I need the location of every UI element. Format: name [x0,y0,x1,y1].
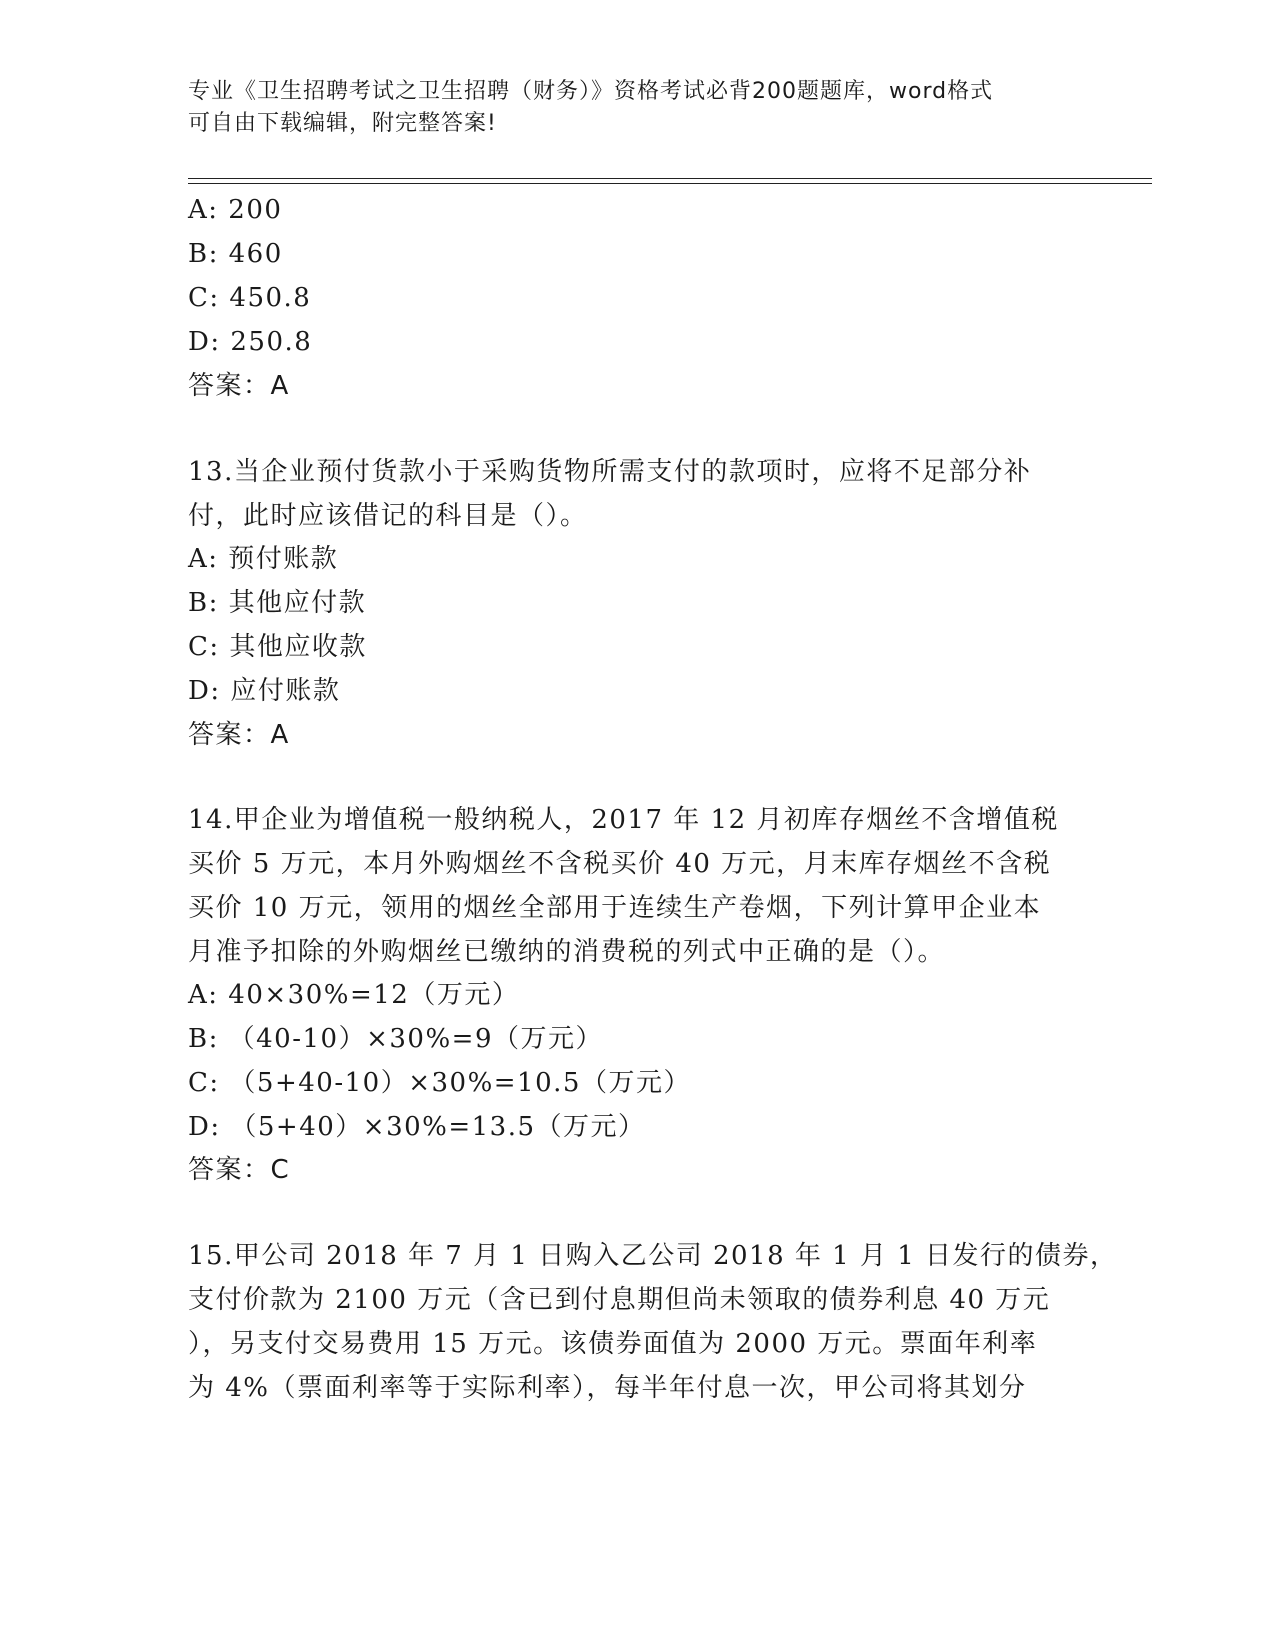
q12-answer: 答案：A [188,371,290,401]
q15-stem-line-3: ），另支付交易费用 15 万元。该债券面值为 2000 万元。票面年利率 [188,1329,1038,1359]
document-header [188,76,1088,140]
q14-option-d: D: （5+40）×30%=13.5（万元） [188,1112,646,1142]
q14-stem-line-1: 14.甲企业为增值税一般纳税人，2017 年 12 月初库存烟丝不含增值税 [188,805,1059,835]
q14-answer: 答案：C [188,1155,291,1185]
q13-option-c: C: 其他应收款 [188,632,367,662]
header-divider-top [188,178,1152,179]
q13-option-a: A: 预付账款 [188,544,339,574]
q12-option-b: B: 460 [188,239,283,269]
header-line-2: 可自由下载编辑，附完整答案! [188,111,497,136]
q13-option-b: B: 其他应付款 [188,588,367,618]
q15-stem-line-4: 为 4%（票面利率等于实际利率），每半年付息一次，甲公司将其划分 [188,1373,1027,1403]
q12-option-c: C: 450.8 [188,283,312,313]
q14-option-a: A: 40×30%=12（万元） [188,980,520,1010]
q14-option-b: B: （40-10）×30%=9（万元） [188,1024,603,1054]
header-divider-bottom [188,183,1152,184]
q13-answer: 答案：A [188,720,290,750]
header-line-1: 专业《卫生招聘考试之卫生招聘（财务）》资格考试必背200题题库，word格式 [188,79,994,104]
q14-option-c: C: （5+40-10）×30%=10.5（万元） [188,1068,691,1098]
q13-stem-line-2: 付，此时应该借记的科目是（）。 [188,501,588,531]
q14-stem-line-2: 买价 5 万元，本月外购烟丝不含税买价 40 万元，月末库存烟丝不含税 [188,849,1052,879]
q13-option-d: D: 应付账款 [188,676,341,706]
q15-stem-line-2: 支付价款为 2100 万元（含已到付息期但尚未领取的债券利息 40 万元 [188,1285,1051,1315]
q14-stem-line-3: 买价 10 万元，领用的烟丝全部用于连续生产卷烟，下列计算甲企业本 [188,893,1042,923]
q15-stem-line-1: 15.甲公司 2018 年 7 月 1 日购入乙公司 2018 年 1 月 1 日发行的债券， [188,1241,1118,1271]
q12-option-d: D: 250.8 [188,327,313,357]
q12-option-a: A: 200 [188,195,283,225]
q14-stem-line-4: 月准予扣除的外购烟丝已缴纳的消费税的列式中正确的是（）。 [188,937,946,967]
q13-stem-line-1: 13.当企业预付货款小于采购货物所需支付的款项时，应将不足部分补 [188,457,1032,487]
